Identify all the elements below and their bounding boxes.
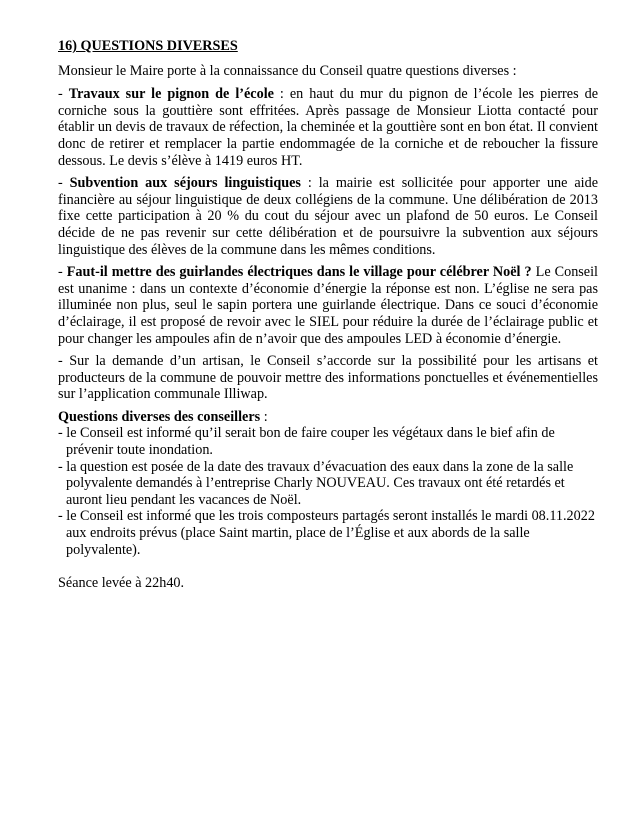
councillors-heading-suffix: :: [260, 408, 268, 425]
document-page: [58, 38, 598, 598]
item-heading: Subvention aux séjours linguistiques: [69, 175, 301, 192]
list-item: - la question est posée de la date des travaux d’évacuation des eaux dans la zone de la salle polyvalente demandés à l’entreprise Charly NOUVEAU. Ces travaux ont été retardés et auront lieu pendant les vacances de Noël.: [58, 458, 574, 508]
section-intro: Monsieur le Maire porte à la connaissance du Conseil quatre questions diverses :: [58, 62, 517, 79]
item-body: - Sur la demande d’un artisan, le Conseil s’accorde sur la possibilité pour les artisans et producteurs de la commune de pouvoir mettre des informations ponctuelles et événementielles sur l’application communale Illiwap.: [58, 353, 598, 403]
item-paragraph: [58, 86, 598, 169]
item-prefix: -: [58, 175, 70, 192]
councillors-heading-line: [58, 409, 598, 426]
item-body: Le Conseil est unanime : dans un contexte d’économie d’énergie la réponse est non. L’église ne sera pas illuminée non plus, seul le sapin portera une guirlande électrique. Dans ce souci d’économie d’éclairage, il est proposé de revoir avec le SIEL pour réduire la durée de l’éclairage public et pour changer les ampoules afin de n’avoir que des ampoules LED à économie d’énergie.: [58, 264, 598, 347]
item-prefix: -: [58, 86, 69, 103]
item-paragraph: [58, 175, 598, 258]
councillors-heading: Questions diverses des conseillers: [58, 408, 261, 425]
section-title: 16) QUESTIONS DIVERSES: [58, 38, 238, 54]
councillors-list: [58, 425, 598, 558]
item-body: : la mairie est sollicitée pour apporter une aide financière au séjour linguistique de deux collégiens de la commune. Une délibération de 2013 fixe cette participation à 20 % du cout du séjour avec un plafond de 50 euros. Le Conseil décide de ne pas revenir sur cette délibération et de poursuivre la subvention aux séjours linguistique des élèves de la commune dans les mêmes conditions.: [58, 175, 599, 258]
item-paragraph: [58, 353, 598, 403]
item-prefix: -: [58, 264, 67, 281]
list-item: - le Conseil est informé que les trois composteurs partagés seront installés le mardi 08.11.2022 aux endroits prévus (place Saint martin, place de l’Église et aux abords de la salle polyvalente).: [58, 508, 595, 558]
item-paragraph: [58, 264, 598, 347]
item-heading: Faut-il mettre des guirlandes électriques dans le village pour célébrer Noël ?: [66, 264, 532, 281]
item-body: : en haut du mur du pignon de l’école les pierres de corniche sous la gouttière sont effritées. Après passage de Monsieur Liotta contacté pour établir un devis de travaux de réfection, la cheminée et la gouttière sont en bon état. Il convient donc de retirer et remplacer la partie endommagée de la corniche et de reboucher la fissure dessous. Le devis s’élève à 1419 euros HT.: [58, 86, 598, 169]
item-heading: Travaux sur le pignon de l’école: [68, 86, 274, 103]
closing-line: Séance levée à 22h40.: [58, 575, 185, 592]
list-item: - le Conseil est informé qu’il serait bon de faire couper les végétaux dans le bief afin de prévenir toute inondation.: [58, 425, 555, 459]
